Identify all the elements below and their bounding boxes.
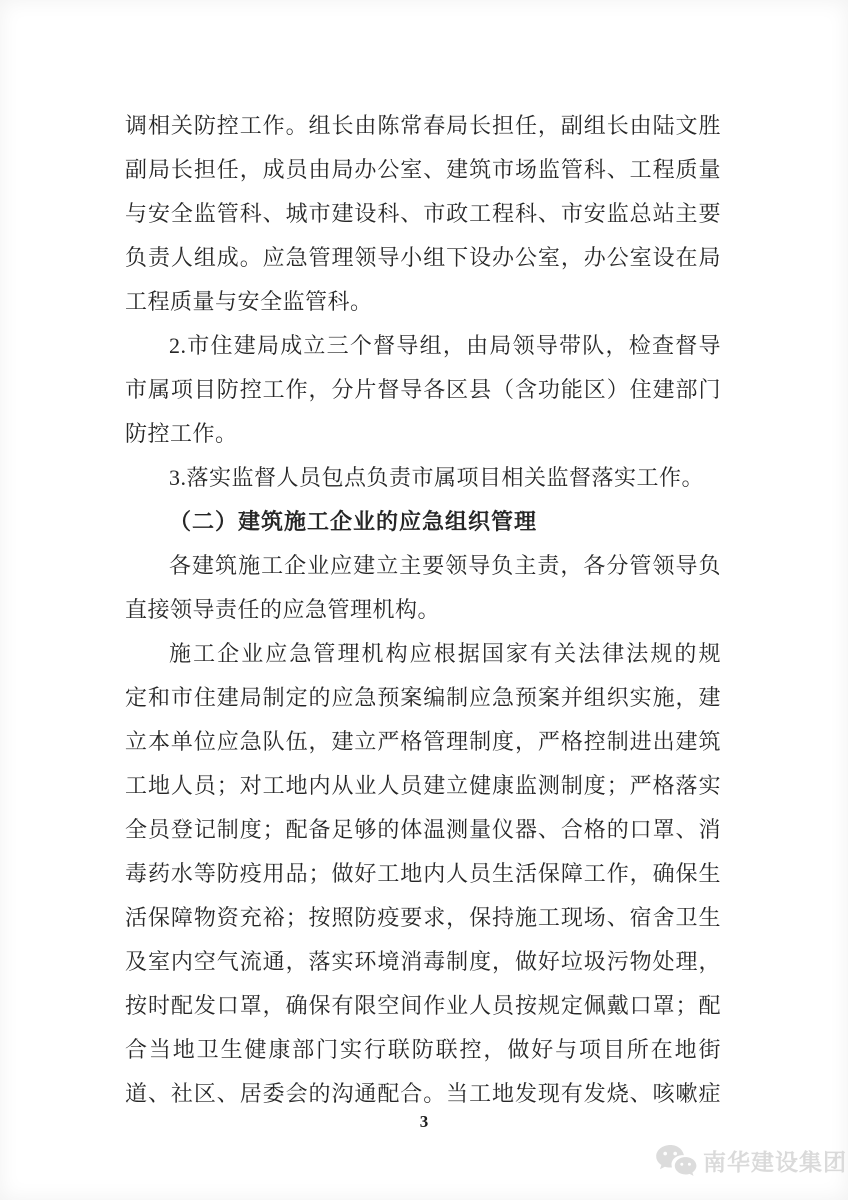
text-line: 2.市住建局成立三个督导组，由局领导带队，检查督导	[169, 333, 721, 358]
text-line: 按时配发口罩，确保有限空间作业人员按规定佩戴口罩；配	[125, 993, 721, 1018]
text-line: 负责人组成。应急管理领导小组下设办公室，办公室设在局	[125, 245, 721, 270]
wechat-icon	[655, 1144, 697, 1177]
document-text	[125, 104, 721, 1116]
text-line: 与安全监管科、城市建设科、市政工程科、市安监总站主要	[125, 201, 721, 226]
section-heading: （二）建筑施工企业的应急组织管理	[169, 509, 538, 534]
watermark-text: 南华建设集团	[703, 1149, 847, 1175]
text-line: 及室内空气流通，落实环境消毒制度，做好垃圾污物处理，	[125, 949, 721, 974]
text-line: 工程质量与安全监管科。	[125, 289, 373, 314]
text-line: 道、社区、居委会的沟通配合。当工地发现有发烧、咳嗽症	[125, 1081, 721, 1106]
text-line: 副局长担任，成员由局办公室、建筑市场监管科、工程质量	[125, 157, 721, 182]
text-line: 各建筑施工企业应建立主要领导负主责，各分管领导负	[169, 553, 721, 578]
text-line: 工地人员；对工地内从业人员建立健康监测制度；严格落实	[125, 773, 721, 798]
text-line: 毒药水等防疫用品；做好工地内人员生活保障工作，确保生	[125, 861, 721, 886]
text-line: 直接领导责任的应急管理机构。	[125, 597, 441, 622]
text-line: 市属项目防控工作，分片督导各区县（含功能区）住建部门	[125, 377, 721, 402]
text-line: 调相关防控工作。组长由陈常春局长担任，副组长由陆文胜	[125, 113, 721, 138]
text-line: 立本单位应急队伍，建立严格管理制度，严格控制进出建筑	[125, 729, 721, 754]
text-line: 全员登记制度；配备足够的体温测量仪器、合格的口罩、消	[125, 817, 721, 842]
watermark	[655, 1144, 847, 1177]
text-line: 施工企业应急管理机构应根据国家有关法律法规的规	[169, 641, 721, 666]
text-line: 合当地卫生健康部门实行联防联控，做好与项目所在地街	[125, 1037, 721, 1062]
text-line: 定和市住建局制定的应急预案编制应急预案并组织实施，建	[125, 685, 721, 710]
text-line: 活保障物资充裕；按照防疫要求，保持施工现场、宿舍卫生	[125, 905, 721, 930]
page-number: 3	[419, 1112, 429, 1131]
text-line: 3.落实监督人员包点负责市属项目相关监督落实工作。	[169, 465, 705, 490]
text-line: 防控工作。	[125, 421, 238, 446]
